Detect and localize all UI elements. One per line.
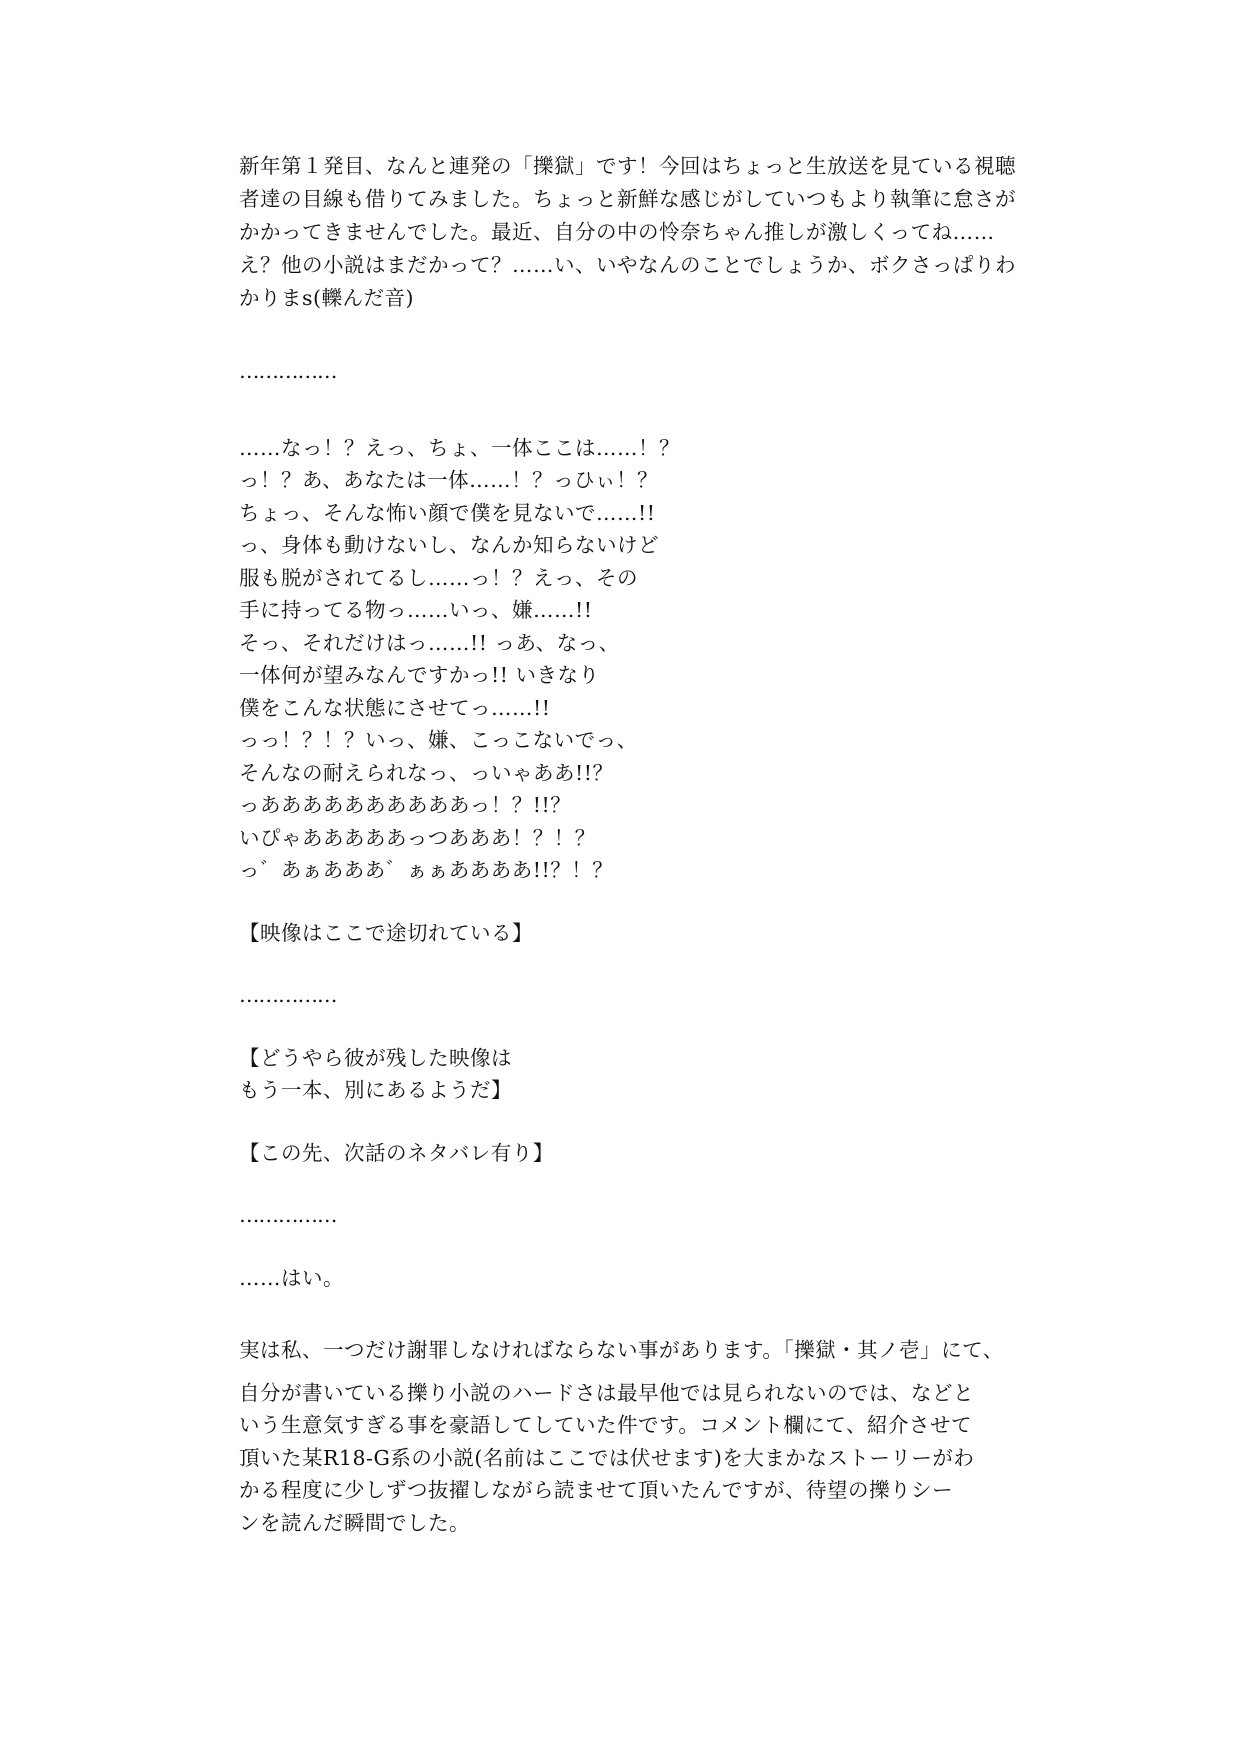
dialogue-line: ……なっ！？えっ、ちょ、一体ここは……！？ bbox=[239, 435, 680, 460]
dialogue-line: っ！？あ、あなたは一体……！？っひぃ！？ bbox=[239, 468, 659, 492]
ellipsis-separator: …………… bbox=[239, 359, 337, 383]
spacer bbox=[239, 949, 1019, 979]
ellipsis-separator: …………… bbox=[239, 983, 337, 1007]
spacer bbox=[239, 1107, 1019, 1137]
dialogue-line: いぴゃあああああっつあああ！？！？ bbox=[239, 825, 596, 850]
hai-line: ……はい。 bbox=[239, 1265, 344, 1290]
intro-paragraph: 新年第１発目、なんと連発の「擽獄」です！今回はちょっと生放送を見ている視聴者達の目線も借りてみました。ちょっと新鮮な感じがしていつもより執筆に怠さがかかってきませんでした。最近、自分の中の怜奈ちゃん推しが激しくってね……え？他の小説はまだかって？……い、いやなんのことでしょうか、ボクさっぱりわかりまs(轢んだ音) bbox=[239, 154, 1016, 310]
spacer bbox=[239, 1294, 1019, 1334]
paragraph-line: 自分が書いている擽り小説のハードさは最早他では見られないのでは、などと bbox=[239, 1380, 974, 1405]
dialogue-line: 一体何が望みなんですかっ!! いきなり bbox=[239, 663, 600, 687]
ellipsis-separator: …………… bbox=[239, 1203, 337, 1227]
apology-line: 実は私、一つだけ謝罪しなければならない事があります。「擽獄・其ノ壱」にて、 bbox=[239, 1338, 1004, 1362]
paragraph-line: 頂いた某R18-G系の小説(名前はここでは伏せます)を大まかなストーリーがわ bbox=[239, 1445, 975, 1470]
spacer bbox=[239, 1232, 1019, 1262]
dialogue-line: 手に持ってる物っ……いっ、嫌……!! bbox=[239, 598, 593, 622]
note-line: もう一本、別にあるようだ】 bbox=[239, 1078, 512, 1102]
dialogue-line: っああああああああああっ！？!!？ bbox=[239, 793, 572, 817]
dialogue-line: そっ、それだけはっ……!! っあ、なっ、 bbox=[239, 630, 620, 655]
paragraph-line: いう生意気すぎる事を豪語してしていた件です。コメント欄にて、紹介させて bbox=[239, 1413, 972, 1437]
spoiler-warning: 【この先、次話のネタバレ有り】 bbox=[239, 1140, 554, 1165]
dialogue-line: っっ！？！？いっ、嫌、こっこないでっ、 bbox=[239, 728, 638, 752]
paragraph-line: かる程度に少しずつ抜擢しながら読ませて頂いたんですが、待望の擽りシー bbox=[239, 1478, 953, 1502]
note-line: 【どうやら彼が残した映像は bbox=[239, 1045, 512, 1070]
dialogue-line: 服も脱がされてるし……っ！？えっ、その bbox=[239, 565, 638, 590]
spacer bbox=[239, 1012, 1019, 1042]
closing-paragraph bbox=[239, 1377, 1019, 1540]
video-cut-note: 【映像はここで途切れている】 bbox=[239, 920, 533, 945]
dialogue-line: っ゛あぁあああ゛ぁぁああああ!!？！？ bbox=[239, 858, 614, 882]
paragraph-line: ンを読んだ瞬間でした。 bbox=[239, 1510, 470, 1535]
scream-dialogue bbox=[239, 432, 1019, 887]
dialogue-line: 僕をこんな状態にさせてっ……!! bbox=[239, 695, 551, 720]
spacer bbox=[239, 1169, 1019, 1199]
spacer bbox=[239, 887, 1019, 917]
dialogue-line: ちょっ、そんな怖い顔で僕を見ないで……!! bbox=[239, 500, 656, 525]
spacer bbox=[239, 388, 1019, 432]
spacer bbox=[239, 315, 1019, 355]
dialogue-line: っ、身体も動けないし、なんか知らないけど bbox=[239, 533, 659, 557]
document-body bbox=[239, 150, 1019, 1539]
spacer bbox=[239, 1367, 1019, 1377]
other-video-note bbox=[239, 1042, 1019, 1107]
dialogue-line: そんなの耐えられなっ、っいゃああ!!？ bbox=[239, 760, 614, 785]
